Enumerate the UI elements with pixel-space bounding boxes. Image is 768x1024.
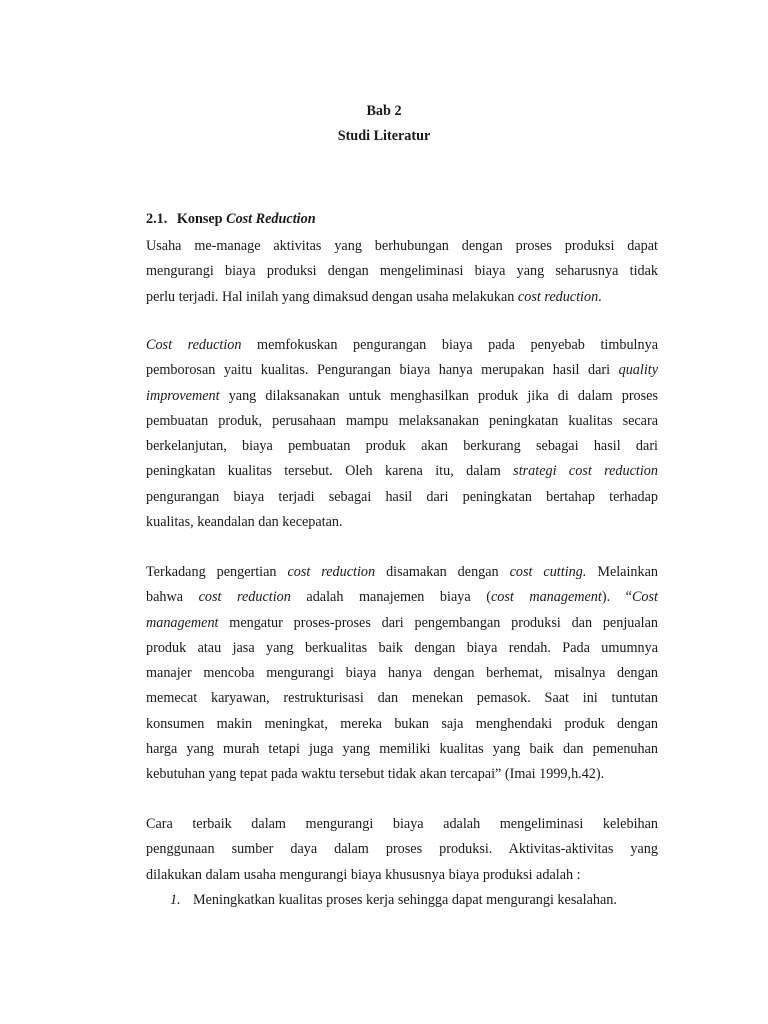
italic-term: quality — [618, 362, 658, 379]
paragraph-line — [146, 333, 658, 358]
italic-term: improvement — [146, 387, 220, 404]
paragraph-line: dilakukan dalam usaha mengurangi biaya khususnya biaya produksi adalah : — [146, 866, 581, 883]
paragraph-line: kebutuhan yang tepat pada waktu tersebut tidak akan tercapai” (Imai 1999,h.42). — [146, 766, 605, 783]
italic-term: cost management — [490, 589, 602, 606]
italic-term: management — [146, 614, 219, 631]
italic-term: cost reduction — [198, 589, 291, 606]
italic-term: cost reduction — [287, 564, 376, 580]
paragraph-line: pengurangan biaya terjadi sebagai hasil dari peningkatan bertahap terhadap — [146, 488, 658, 505]
paragraph-line: penggunaan sumber daya dalam proses produksi. Aktivitas-aktivitas yang — [146, 841, 658, 858]
paragraph-line — [146, 459, 658, 484]
italic-term: cost reduction — [517, 288, 599, 305]
paragraph-line: mengurangi biaya produksi dengan mengeliminasi biaya yang seharusnya tidak — [146, 263, 658, 280]
text-run: pemborosan yaitu kualitas. Pengurangan biaya hanya merupakan hasil dari — [146, 362, 619, 379]
paragraph-line — [146, 358, 658, 383]
text-run: adalah manajemen biaya ( — [290, 589, 491, 606]
italic-term: cost cutting. — [509, 564, 587, 580]
paragraph-line — [146, 560, 658, 585]
section-title-prefix: Konsep — [176, 211, 223, 227]
text-run: disamakan dengan — [375, 564, 510, 580]
section-number: 2.1. — [146, 211, 168, 227]
paragraph-4 — [146, 812, 658, 888]
text-run: peningkatan kualitas tersebut. Oleh karena itu, dalam — [146, 463, 514, 480]
paragraph-line: konsumen makin meningkat, mereka bukan saja menghendaki produk dengan — [146, 715, 658, 732]
paragraph-line — [146, 384, 658, 409]
paragraph-line: memecat karyawan, restrukturisasi dan menekan pemasok. Saat ini tuntutan — [146, 690, 658, 707]
paragraph-1 — [146, 234, 658, 310]
list-item — [170, 888, 617, 913]
paragraph-line: kualitas, keandalan dan kecepatan. — [146, 514, 343, 531]
paragraph-3 — [146, 560, 658, 788]
paragraph-line: pembuatan produk, perusahaan mampu melaksanakan peningkatan kualitas secara — [146, 412, 658, 429]
text-run: Melainkan — [586, 564, 658, 580]
text-run: yang dilaksanakan untuk menghasilkan produk jika di dalam proses — [219, 387, 658, 404]
paragraph-line — [146, 585, 658, 610]
chapter-number: Bab 2 — [366, 103, 402, 119]
text-run: bahwa — [146, 589, 199, 606]
text-run: Terkadang pengertian — [146, 564, 288, 580]
paragraph-line: Cara terbaik dalam mengurangi biaya adalah mengeliminasi kelebihan — [146, 816, 658, 832]
paragraph-line: Usaha me-manage aktivitas yang berhubungan dengan proses produksi dapat — [146, 238, 658, 254]
paragraph-line: berkelanjutan, biaya pembuatan produk akan berkurang sebagai hasil dari — [146, 438, 658, 455]
list-marker: 1. — [170, 892, 181, 908]
paragraph-line: produk atau jasa yang berkualitas baik dengan biaya rendah. Pada umumnya — [146, 639, 658, 656]
text-run: mengatur proses-proses dari pengembangan produksi dan penjualan — [218, 614, 658, 631]
text-run: memfokuskan pengurangan biaya pada penyebab timbulnya — [241, 337, 658, 353]
section-title-italic: Cost Reduction — [226, 211, 316, 227]
chapter-title: Studi Literatur — [337, 128, 431, 144]
paragraph-line — [146, 285, 658, 310]
italic-term: Cost reduction — [146, 337, 242, 353]
text-run: ). “ — [601, 589, 632, 606]
list-item-text: Meningkatkan kualitas proses kerja sehingga dapat mengurangi kesalahan. — [193, 892, 617, 908]
paragraph-line — [146, 611, 658, 636]
italic-term: Cost — [631, 589, 658, 606]
text-run: . — [598, 288, 602, 305]
text-run: perlu terjadi. Hal inilah yang dimaksud dengan usaha melakukan — [146, 288, 515, 305]
paragraph-line: manajer mencoba mengurangi biaya hanya dengan berhemat, misalnya dengan — [146, 665, 658, 682]
section-heading — [146, 211, 316, 228]
paragraph-line: harga yang murah tetapi juga yang memiliki kualitas yang baik dan pemenuhan — [146, 741, 658, 758]
italic-term: strategi cost reduction — [513, 463, 658, 480]
paragraph-2 — [146, 333, 658, 535]
